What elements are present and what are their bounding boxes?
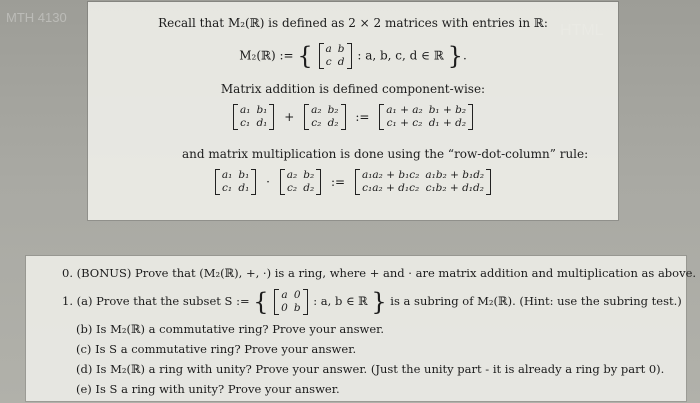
question-1a: [62, 288, 682, 316]
matrix-entry: b₂: [327, 104, 339, 116]
question-1d: (d) Is M₂(ℝ) a ring with unity? Prove your answer. (Just the unity part - it is already a ring by part 0).: [76, 362, 665, 376]
matrix-entries: [237, 104, 270, 130]
matrix-entry: a₂: [311, 104, 322, 116]
matrix-entry: d₁: [256, 117, 268, 129]
product-matrix: [355, 169, 491, 195]
matrix-entry: c₁: [222, 182, 233, 194]
left-brace: {: [253, 288, 269, 316]
definitions-panel: [88, 2, 618, 220]
matrix-entries: [383, 104, 469, 130]
matrix-entry: a: [325, 43, 332, 55]
question-0: 0. (BONUS) Prove that (M₂(ℝ), +, ·) is a ring, where + and · are matrix addition and multiplication as above.: [62, 266, 697, 280]
matrix-entry: c₁b₂ + d₁d₂: [425, 182, 484, 194]
matrix-entries: [284, 169, 317, 195]
q1-suffix: is a subring of M₂(ℝ). (Hint: use the subring test.): [390, 294, 682, 308]
sum-matrix: [379, 104, 473, 130]
matrix-entry: c₁a₂ + d₁c₂: [362, 182, 420, 194]
matrix-entry: a: [281, 289, 288, 301]
plus-op: +: [284, 110, 295, 124]
matrix-1: [233, 104, 274, 130]
matrix-entry: b₁: [256, 104, 268, 116]
matrix-entry: d₂: [303, 182, 315, 194]
multiplication-formula: [88, 169, 618, 195]
right-brace: }: [371, 288, 387, 316]
matrix-2: [304, 104, 345, 130]
matrix-entries: [323, 43, 348, 69]
s-matrix: [274, 289, 307, 315]
matrix-entries: [219, 169, 252, 195]
matrix-entries: [308, 104, 341, 130]
matrix-entry: d₁ + d₂: [428, 117, 467, 129]
matrix-entry: b: [337, 43, 345, 55]
questions-panel: [26, 256, 697, 401]
generic-matrix: [319, 43, 352, 69]
ghost-text: MTH 4130: [6, 10, 67, 25]
matrix-entry: c₁: [240, 117, 251, 129]
dot-op: ·: [266, 175, 270, 189]
matrix-entry: a₂: [286, 169, 298, 181]
matrix-entry: 0: [293, 289, 301, 301]
q1-prefix: 1. (a) Prove that the subset S :=: [62, 294, 250, 308]
matrix-entry: a₁: [221, 169, 233, 181]
m2-definition: [88, 42, 618, 70]
def-lhs: M₂(ℝ) :=: [239, 48, 294, 63]
matrix-entry: a₁b₂ + b₁d₂: [425, 169, 485, 181]
matrix-entry: a₁a₂ + b₁c₂: [361, 169, 420, 181]
matrix-entry: a₁: [239, 104, 251, 116]
matrix-entry: b₁ + b₂: [428, 104, 467, 116]
addition-formula: [88, 104, 618, 130]
matrix-entry: b: [293, 302, 301, 314]
right-brace: }: [447, 42, 463, 70]
def-condition: : a, b, c, d ∈ ℝ: [357, 48, 444, 63]
matrix-entry: a₁ + a₂: [386, 104, 423, 116]
matrix-entry: d₁: [238, 182, 250, 194]
recall-text: Recall that M₂(ℝ) is defined as 2 × 2 matrices with entries in ℝ:: [158, 16, 548, 30]
def-end: .: [462, 48, 467, 63]
matrix-entry: d₂: [327, 117, 339, 129]
matrix-entries: [278, 289, 303, 315]
matrix-entry: d: [337, 56, 345, 68]
multiplication-text: and matrix multiplication is done using the “row-dot-column” rule:: [182, 147, 589, 161]
matrix-2: [280, 169, 321, 195]
defeq-op: :=: [331, 175, 346, 189]
matrix-1: [215, 169, 256, 195]
question-1e: (e) Is S a ring with unity? Prove your answer.: [76, 382, 340, 396]
defeq-op: :=: [355, 110, 370, 124]
matrix-entry: c: [325, 56, 332, 68]
q1-condition: : a, b ∈ ℝ: [313, 294, 368, 308]
matrix-entry: c₂: [286, 182, 298, 194]
matrix-entry: b₂: [303, 169, 315, 181]
question-1c: (c) Is S a commutative ring? Prove your answer.: [76, 342, 357, 356]
left-brace: {: [297, 42, 313, 70]
matrix-entry: 0: [281, 302, 288, 314]
matrix-entry: b₁: [238, 169, 250, 181]
addition-text: Matrix addition is defined component-wise:: [220, 82, 486, 96]
matrix-entry: c₂: [311, 117, 322, 129]
matrix-entries: [359, 169, 487, 195]
question-1b: (b) Is M₂(ℝ) a commutative ring? Prove your answer.: [76, 322, 385, 336]
matrix-entry: c₁ + c₂: [386, 117, 423, 129]
